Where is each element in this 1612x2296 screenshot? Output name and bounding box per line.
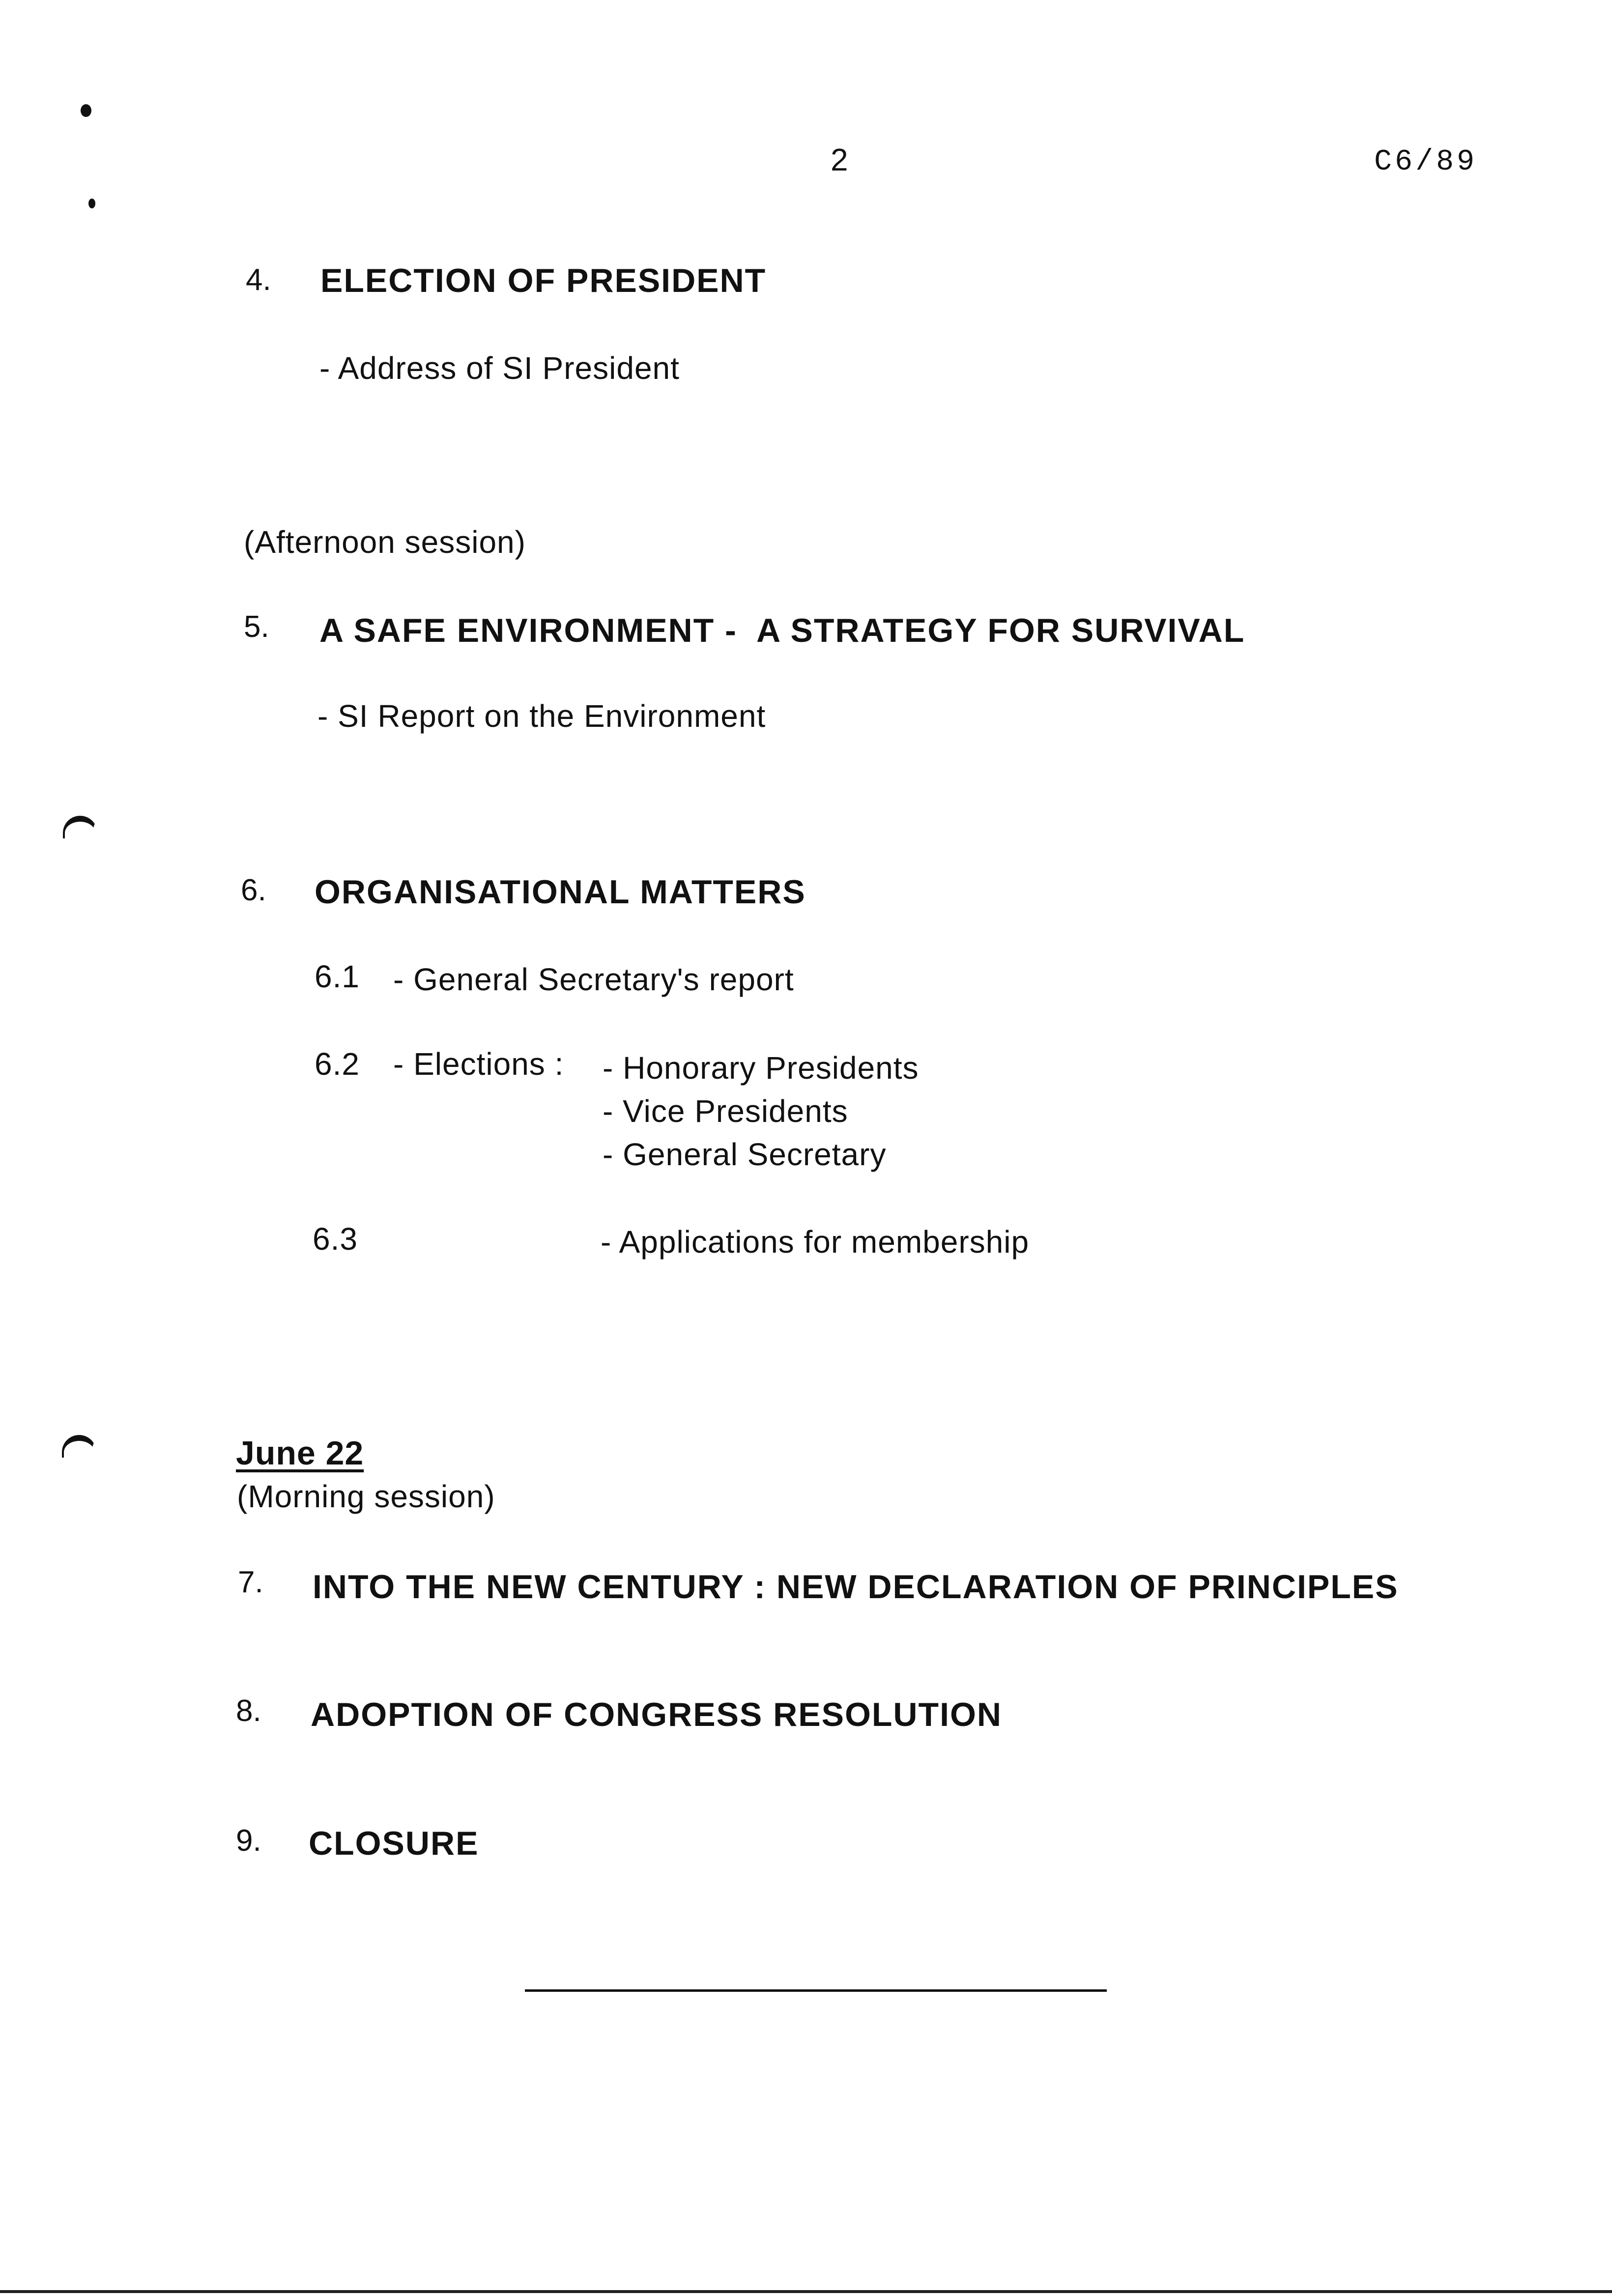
day-heading: June 22: [236, 1435, 364, 1472]
subitem-text: - General Secretary's report: [393, 962, 794, 997]
subitem-number: 6.3: [313, 1221, 358, 1257]
item-subtitle: - SI Report on the Environment: [317, 698, 766, 734]
item-number: 5.: [244, 610, 269, 644]
closing-rule: [525, 1989, 1107, 1992]
punch-mark: [81, 104, 91, 117]
subitem-number: 6.1: [315, 959, 360, 994]
election-item: - Vice Presidents: [603, 1093, 848, 1129]
election-item: - General Secretary: [603, 1137, 887, 1172]
punch-mark: [88, 199, 95, 208]
election-item: - Honorary Presidents: [603, 1050, 919, 1086]
subitem-text: - Elections :: [393, 1046, 564, 1082]
item-number: 9.: [236, 1824, 261, 1858]
page-number: 2: [831, 142, 849, 177]
item-title: ELECTION OF PRESIDENT: [320, 262, 767, 299]
subitem-text: - Applications for membership: [601, 1224, 1030, 1260]
item-subtitle: - Address of SI President: [319, 350, 680, 386]
item-title: A SAFE ENVIRONMENT - A STRATEGY FOR SURVIVAL: [319, 612, 1245, 649]
session-label: (Afternoon session): [244, 524, 526, 560]
item-number: 8.: [236, 1694, 261, 1728]
hole-mark: [62, 1435, 96, 1458]
item-number: 7.: [238, 1565, 263, 1599]
item-title: ADOPTION OF CONGRESS RESOLUTION: [311, 1696, 1002, 1733]
document-reference: C6/89: [1374, 145, 1478, 179]
item-title: CLOSURE: [309, 1825, 479, 1862]
page-edge-line: [0, 2290, 1612, 2293]
item-title: ORGANISATIONAL MATTERS: [315, 873, 806, 911]
hole-mark: [63, 816, 97, 838]
item-number: 4.: [246, 263, 271, 297]
session-label: (Morning session): [237, 1479, 495, 1514]
item-title: INTO THE NEW CENTURY : NEW DECLARATION OF PRINCIPLES: [313, 1568, 1399, 1606]
subitem-number: 6.2: [315, 1046, 360, 1082]
item-number: 6.: [241, 873, 266, 907]
